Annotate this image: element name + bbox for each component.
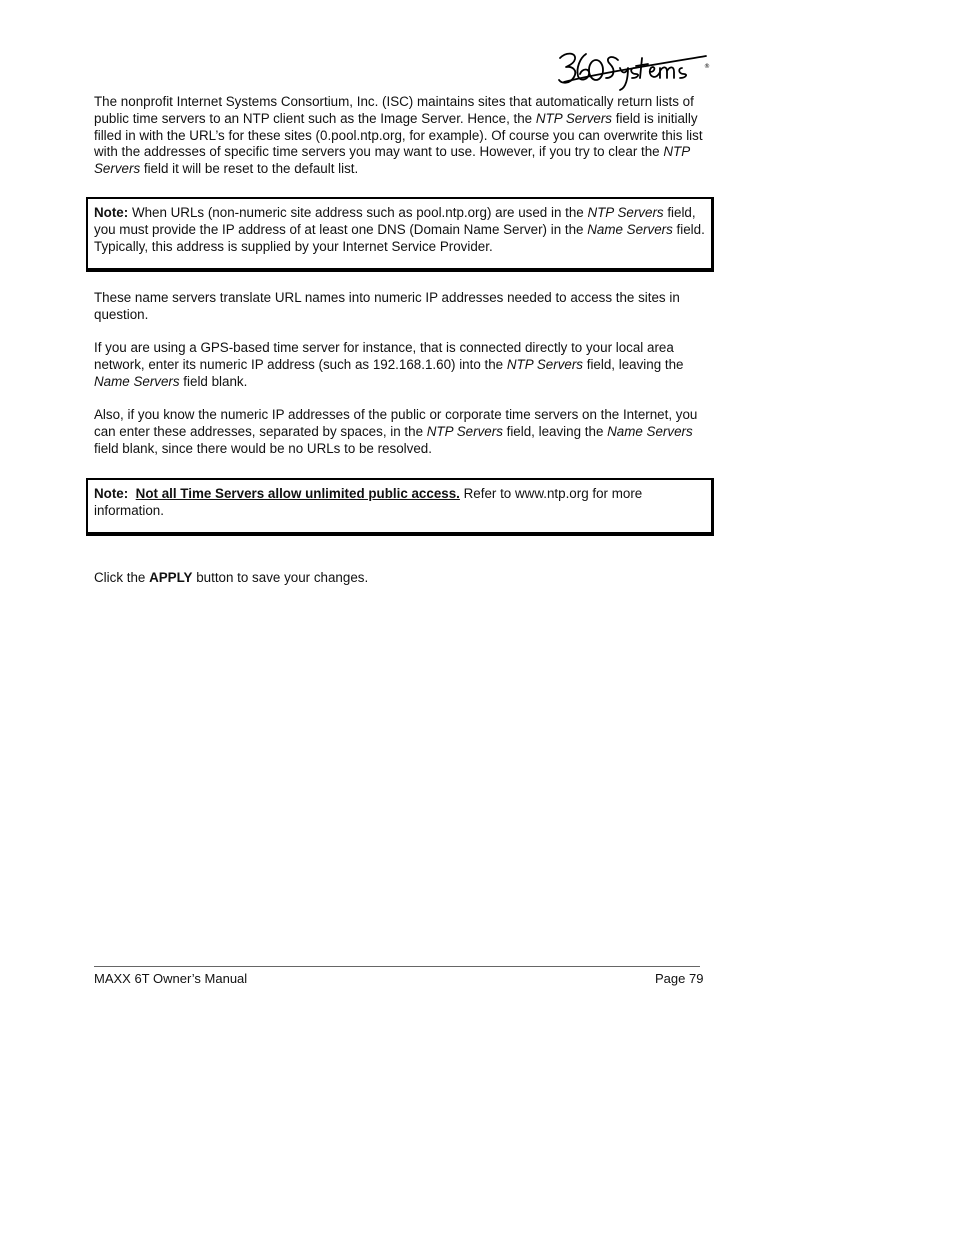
note-text	[94, 486, 711, 520]
text-run: field, leaving the	[583, 356, 684, 372]
intro-paragraph	[94, 94, 714, 178]
footer-rule	[94, 966, 700, 967]
field-name: NTP Servers	[587, 205, 664, 220]
text-run: field blank.	[179, 373, 248, 389]
company-logo	[556, 44, 712, 94]
apply-paragraph	[94, 570, 714, 587]
text-run: When URLs (non-numeric site address such as pool.ntp.org) are used in the	[128, 205, 588, 220]
note-text	[94, 205, 711, 255]
field-name: NTP Servers	[94, 144, 690, 177]
registered-mark: ®	[704, 63, 710, 70]
note-label: Note:	[94, 205, 129, 220]
text-run: field, you must provide the IP address of at least one DNS (Domain Name Server) in the	[94, 205, 696, 237]
note-label: Note:	[94, 486, 129, 501]
text-run: field. Typically, this address is supplied by your Internet Service Provider.	[94, 221, 705, 254]
field-name: Name Servers	[587, 221, 673, 237]
text-run: The nonprofit Internet Systems Consortium, Inc. (ISC) maintains sites that automatically return lists of public time servers to an NTP client such as the Image Server. Hence, the	[94, 94, 694, 126]
text-run: field is initially filled in with the URL’s for these sites (0.pool.ntp.org, for example). Of course you can overwrite this list with the addresses of specific time servers you may want to use. However, if you try to clear the	[94, 110, 703, 160]
text-run: If you are using a GPS-based time server for instance, that is connected directly to your local area network, enter its numeric IP address (such as 192.168.1.60) into the	[94, 340, 674, 372]
note-box-public-access	[86, 478, 714, 536]
field-name: Name Servers	[94, 373, 180, 389]
warning-text: Not all Time Servers allow unlimited public access.	[135, 486, 460, 501]
text-run: button to save your changes.	[192, 570, 369, 585]
footer-manual-title: MAXX 6T Owner’s Manual	[94, 971, 248, 986]
text-run	[128, 486, 135, 501]
gps-paragraph	[94, 340, 714, 390]
text-run: Also, if you know the numeric IP addresses of the public or corporate time servers on the Internet, you can enter these addresses, separated by spaces, in the	[94, 407, 698, 439]
apply-keyword: APPLY	[149, 570, 193, 585]
field-name: NTP Servers	[535, 110, 612, 126]
logo-graphic	[556, 44, 712, 94]
field-name: NTP Servers	[506, 356, 583, 372]
name-servers-paragraph	[94, 290, 714, 324]
text-run: Click the	[94, 570, 150, 585]
field-name: Name Servers	[607, 423, 693, 439]
footer-page-number: Page 79	[655, 971, 704, 986]
field-name: NTP Servers	[426, 423, 503, 439]
text-run: field blank, since there would be no URLs to be resolved.	[94, 440, 432, 456]
text-run: field it will be reset to the default list.	[140, 161, 359, 177]
text-run: field, leaving the	[502, 423, 608, 439]
numeric-ip-paragraph	[94, 407, 714, 457]
text-run: These name servers translate URL names into numeric IP addresses needed to access the sites in question.	[94, 290, 680, 322]
text-run: Refer to www.ntp.org for more information.	[94, 486, 643, 518]
note-box-dns	[86, 197, 714, 272]
